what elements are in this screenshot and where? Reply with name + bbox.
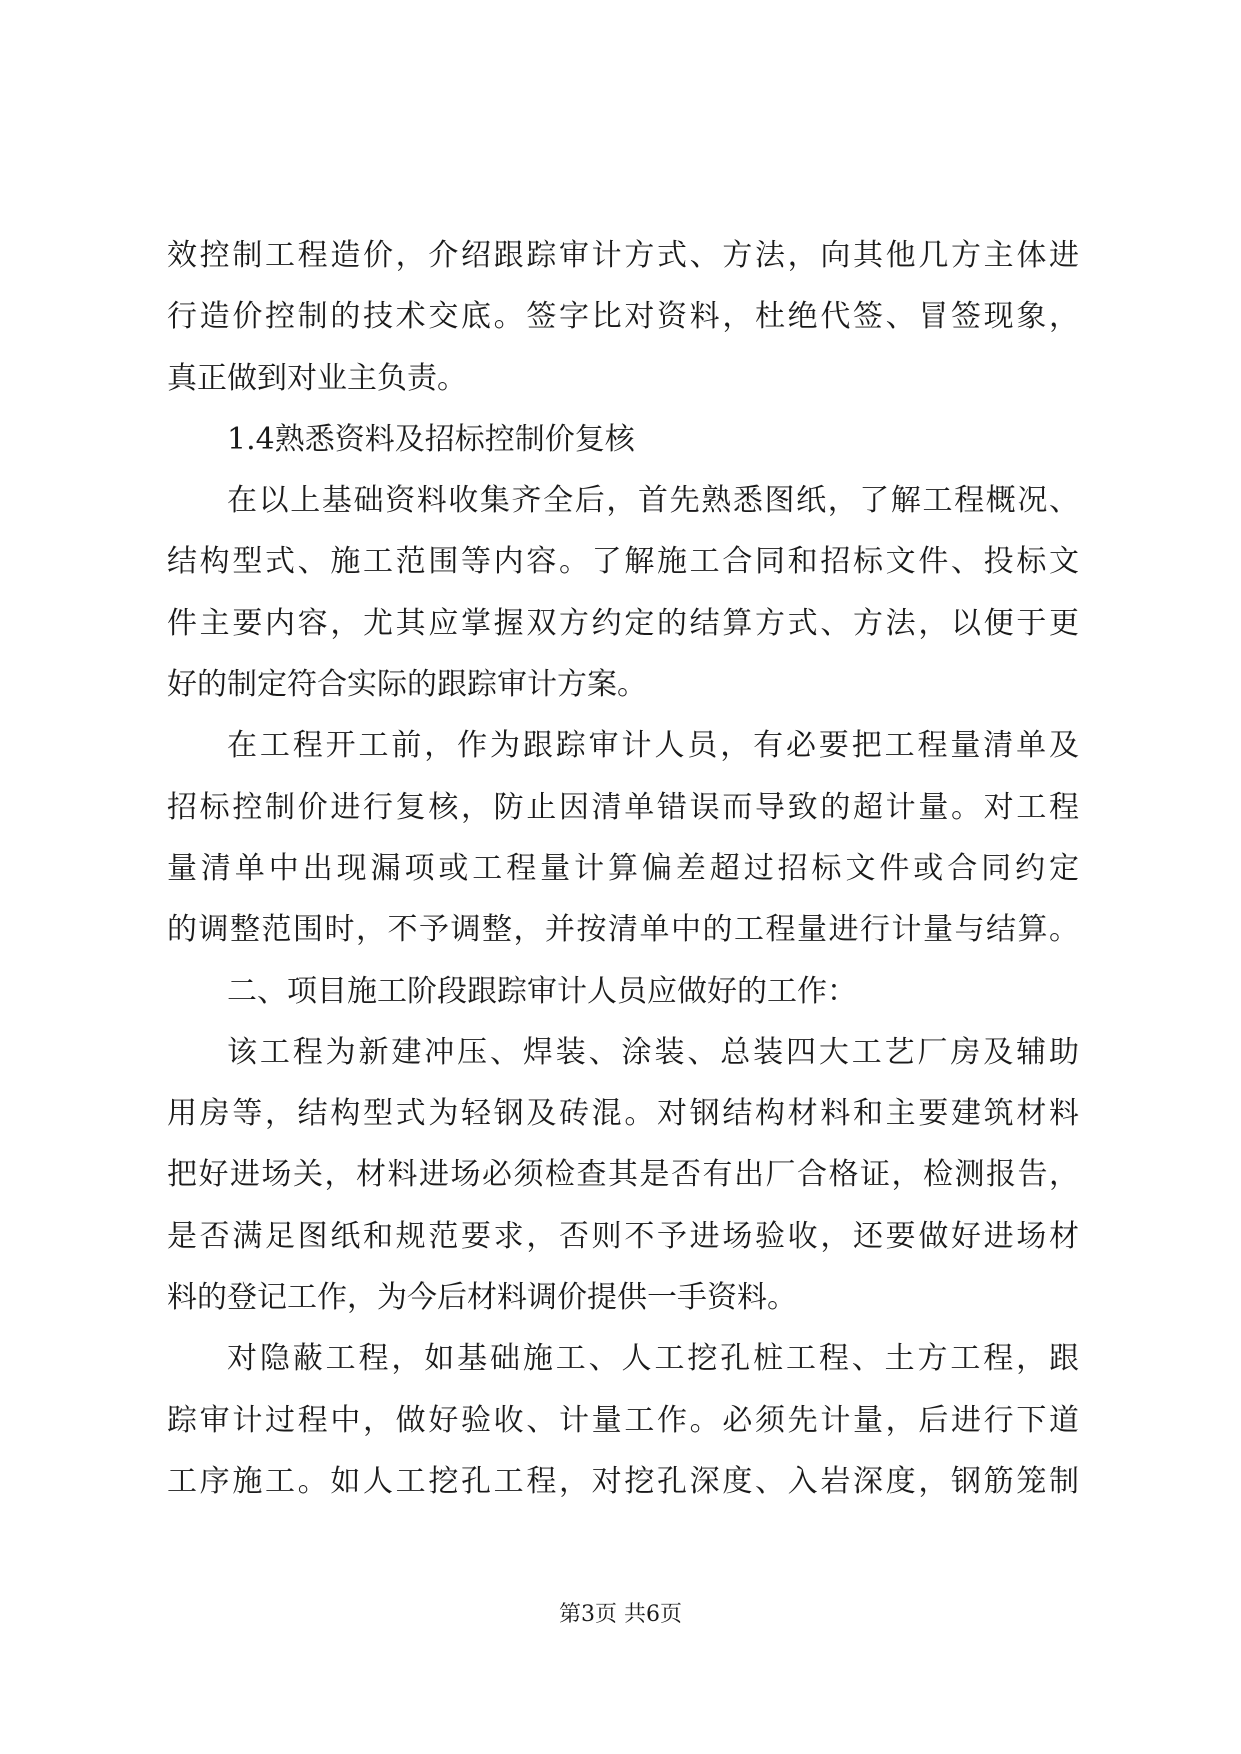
text-line: 是否满足图纸和规范要求，否则不予进场验收，还要做好进场材 xyxy=(167,1218,1079,1254)
text-line: 结构型式、施工范围等内容。了解施工合同和招标文件、投标文 xyxy=(167,544,1079,580)
text-line: 招标控制价进行复核，防止因清单错误而导致的超计量。对工程 xyxy=(167,789,1079,825)
text-line: 真正做到对业主负责。 xyxy=(167,360,467,396)
document-body xyxy=(167,225,1079,1512)
text-line: 好的制定符合实际的跟踪审计方案。 xyxy=(167,667,647,703)
text-line: 在以上基础资料收集齐全后，首先熟悉图纸，了解工程概况、 xyxy=(227,483,1079,519)
text-line: 该工程为新建冲压、焊装、涂装、总装四大工艺厂房及辅助 xyxy=(227,1034,1079,1070)
text-line: 料的登记工作，为今后材料调价提供一手资料。 xyxy=(167,1280,797,1316)
text-line: 效控制工程造价，介绍跟踪审计方式、方法，向其他几方主体进 xyxy=(167,238,1079,273)
text-line: 在工程开工前，作为跟踪审计人员，有必要把工程量清单及 xyxy=(227,728,1079,764)
text-line: 把好进场关，材料进场必须检查其是否有出厂合格证，检测报告， xyxy=(167,1157,1079,1193)
text-line: 1.4熟悉资料及招标控制价复核 xyxy=(227,421,635,457)
text-line: 的调整范围时，不予调整，并按清单中的工程量进行计量与结算。 xyxy=(167,912,1079,948)
text-line: 踪审计过程中，做好验收、计量工作。必须先计量，后进行下道 xyxy=(167,1402,1079,1438)
text-line: 用房等，结构型式为轻钢及砖混。对钢结构材料和主要建筑材料 xyxy=(167,1096,1079,1132)
text-line: 量清单中出现漏项或工程量计算偏差超过招标文件或合同约定 xyxy=(167,850,1079,886)
text-line: 对隐蔽工程，如基础施工、人工挖孔桩工程、土方工程，跟 xyxy=(227,1341,1079,1377)
text-line: 件主要内容，尤其应掌握双方约定的结算方式、方法，以便于更 xyxy=(167,605,1079,641)
text-line: 二、项目施工阶段跟踪审计人员应做好的工作： xyxy=(227,973,857,1009)
page-footer: 第3页 共6页 xyxy=(559,1602,682,1627)
text-line: 行造价控制的技术交底。签字比对资料，杜绝代签、冒签现象， xyxy=(167,299,1079,335)
text-line: 工序施工。如人工挖孔工程，对挖孔深度、入岩深度，钢筋笼制 xyxy=(167,1463,1079,1499)
